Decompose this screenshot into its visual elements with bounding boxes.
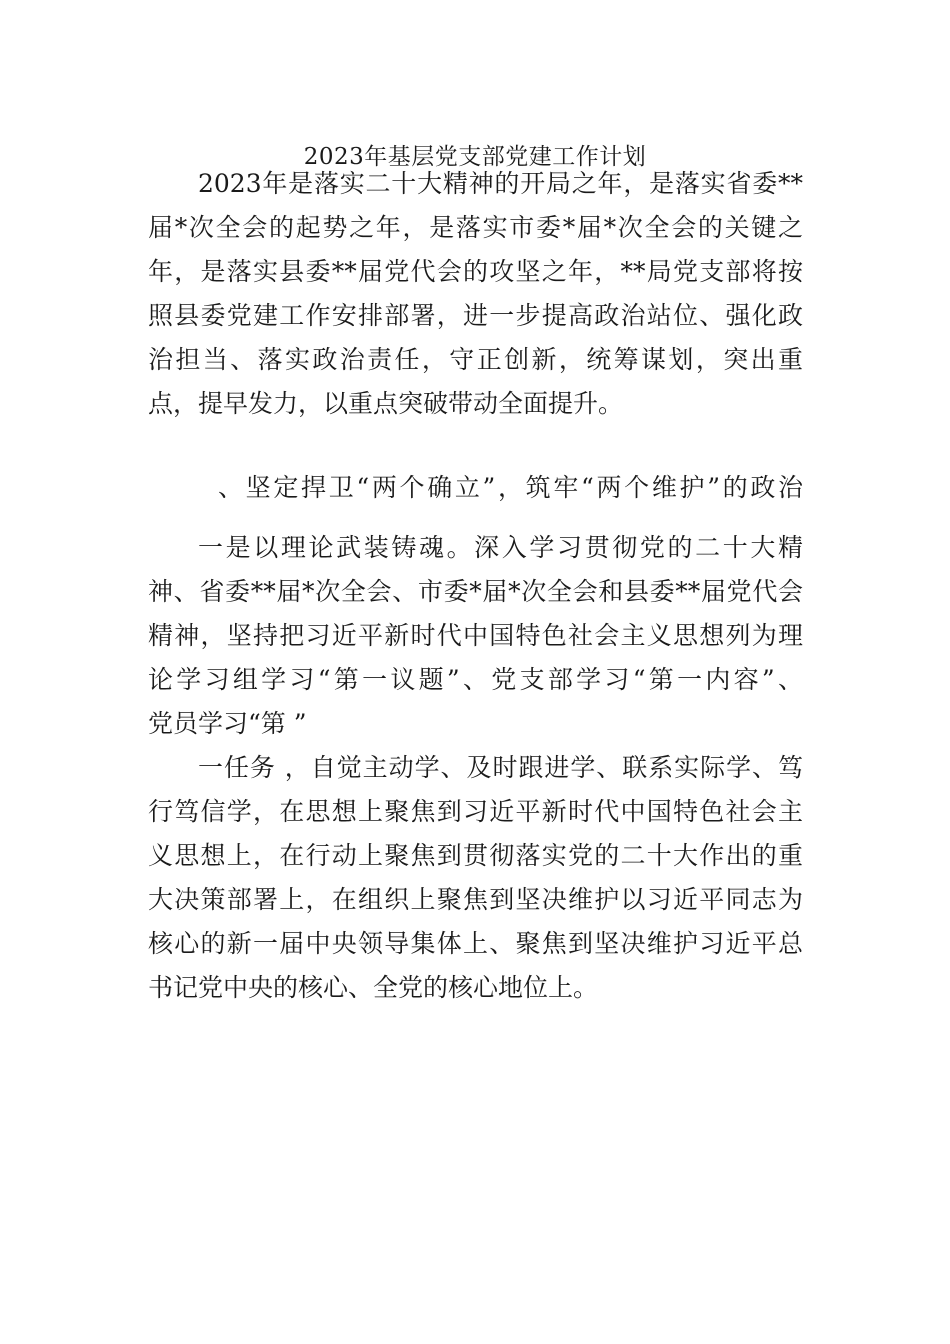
paragraph-1-line-3: 年，是落实县委**届党代会的攻坚之年，**局党支部将按	[148, 257, 803, 286]
paragraph-2-line-3: 精神，坚持把习近平新时代中国特色社会主义思想列为理	[148, 621, 803, 650]
paragraph-1-line-5: 治担当、落实政治责任，守正创新，统筹谋划，突出重	[148, 345, 803, 374]
paragraph-3-line-6: 书记党中央的核心、全党的核心地位上。	[148, 973, 599, 1002]
paragraph-3-line-1: 一任务 ，自觉主动学、及时跟进学、联系实际学、笃	[198, 753, 803, 782]
paragraph-1-line-2: 届*次全会的起势之年，是落实市委*届*次全会的关键之	[148, 213, 803, 242]
paragraph-2-line-1: 一是以理论武装铸魂。深入学习贯彻党的二十大精	[198, 533, 803, 562]
paragraph-2-line-5: 党员学习“第 ”	[148, 709, 307, 738]
paragraph-1-line-6: 点，提早发力，以重点突破带动全面提升。	[148, 389, 624, 418]
document-title: 2023年基层党支部党建工作计划	[303, 144, 647, 170]
paragraph-3-line-4: 大决策部署上，在组织上聚焦到坚决维护以习近平同志为	[148, 885, 803, 914]
section-heading: 、坚定捍卫“两个确立”，筑牢“两个维护”的政治	[218, 473, 803, 502]
paragraph-2-line-2: 神、省委**届*次全会、市委*届*次全会和县委**届党代会	[148, 577, 803, 606]
paragraph-3-line-2: 行笃信学，在思想上聚焦到习近平新时代中国特色社会主	[148, 797, 803, 826]
paragraph-2-line-4: 论学习组学习“第一议题”、党支部学习“第一内容”、	[148, 665, 803, 694]
paragraph-3-line-5: 核心的新一届中央领导集体上、聚焦到坚决维护习近平总	[148, 929, 803, 958]
paragraph-1-line-1: 2023年是落实二十大精神的开局之年，是落实省委**	[198, 169, 803, 198]
paragraph-1-line-4: 照县委党建工作安排部署，进一步提高政治站位、强化政	[148, 301, 803, 330]
paragraph-3-line-3: 义思想上，在行动上聚焦到贯彻落实党的二十大作出的重	[148, 841, 803, 870]
